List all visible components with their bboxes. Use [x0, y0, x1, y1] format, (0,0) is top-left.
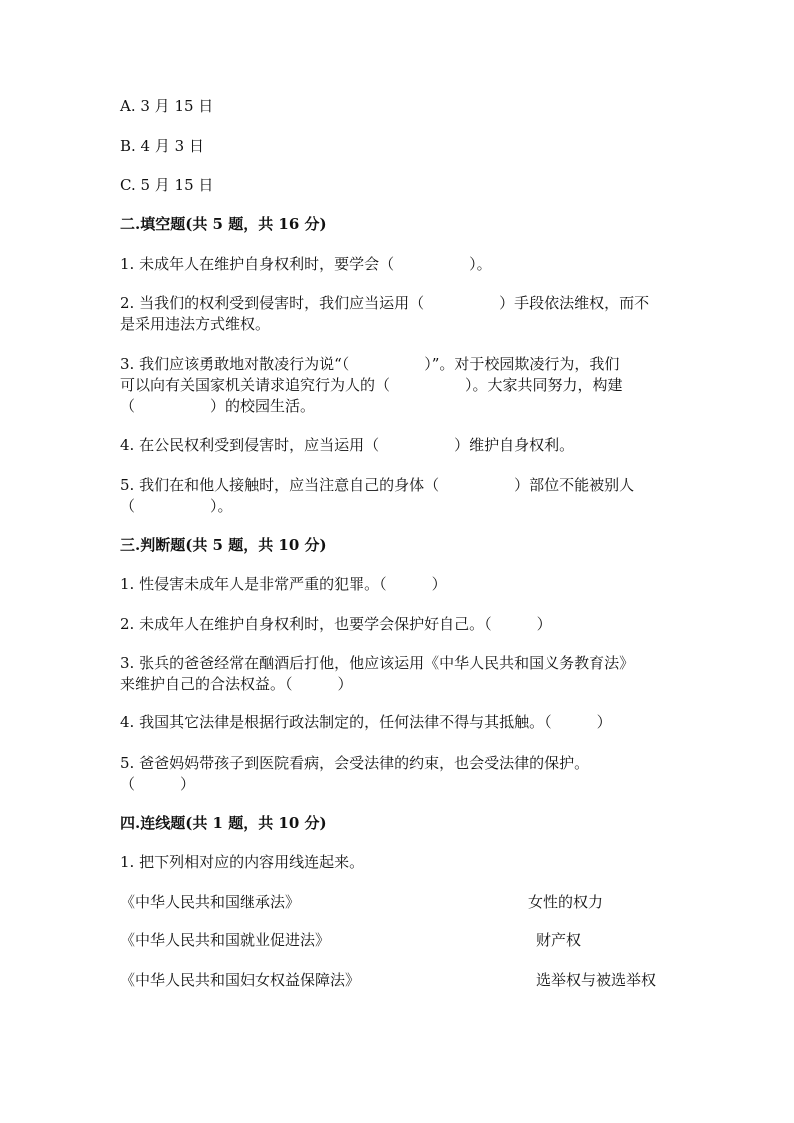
- match-left-item: 《中华人民共和国继承法》: [120, 893, 301, 911]
- section3-q2: 2. 未成年人在维护自身权利时，也要学会保护好自己。（ ）: [120, 615, 552, 633]
- section3-q1: 1. 性侵害未成年人是非常严重的犯罪。（ ）: [120, 575, 447, 593]
- section3-q4: 4. 我国其它法律是根据行政法制定的，任何法律不得与其抵触。（ ）: [120, 713, 612, 731]
- match-right-item: 财产权: [536, 931, 582, 949]
- section2-heading: 二.填空题(共 5 题，共 16 分): [120, 215, 327, 233]
- section3-q3-line2: 来维护自己的合法权益。（ ）: [120, 675, 353, 693]
- section2-q1: 1. 未成年人在维护自身权利时，要学会（ ）。: [120, 255, 492, 273]
- match-left-item: 《中华人民共和国就业促进法》: [120, 931, 331, 949]
- section2-q2-line1: 2. 当我们的权利受到侵害时，我们应当运用（ ）手段依法维权，而不: [120, 294, 650, 312]
- section4-q1: 1. 把下列相对应的内容用线连起来。: [120, 853, 365, 871]
- section2-q3-line3: （ ）的校园生活。: [120, 397, 316, 415]
- section3-heading: 三.判断题(共 5 题，共 10 分): [120, 536, 327, 554]
- section2-q2-line2: 是采用违法方式维权。: [120, 315, 271, 333]
- section3-q5-line1: 5. 爸爸妈妈带孩子到医院看病，会受法律的约束，也会受法律的保护。: [120, 754, 590, 772]
- option-c: C. 5 月 15 日: [120, 176, 214, 194]
- section2-q3-line1: 3. 我们应该勇敢地对散凌行为说“（ ）”。对于校园欺凌行为，我们: [120, 355, 620, 373]
- section3-q3-line1: 3. 张兵的爸爸经常在酗酒后打他，他应该运用《中华人民共和国义务教育法》: [120, 654, 635, 672]
- match-left-item: 《中华人民共和国妇女权益保障法》: [120, 971, 361, 989]
- section3-q5-line2: （ ）: [120, 775, 196, 793]
- section2-q4: 4. 在公民权利受到侵害时，应当运用（ ）维护自身权利。: [120, 436, 575, 454]
- option-b: B. 4 月 3 日: [120, 137, 204, 155]
- section2-q3-line2: 可以向有关国家机关请求追究行为人的（ ）。大家共同努力，构建: [120, 376, 623, 394]
- option-a: A. 3 月 15 日: [120, 97, 214, 115]
- match-right-item: 选举权与被选举权: [536, 971, 657, 989]
- section2-q5-line1: 5. 我们在和他人接触时，应当注意自己的身体（ ）部位不能被别人: [120, 476, 635, 494]
- match-right-item: 女性的权力: [528, 893, 604, 911]
- section4-heading: 四.连线题(共 1 题，共 10 分): [120, 814, 327, 832]
- section2-q5-line2: （ ）。: [120, 497, 233, 515]
